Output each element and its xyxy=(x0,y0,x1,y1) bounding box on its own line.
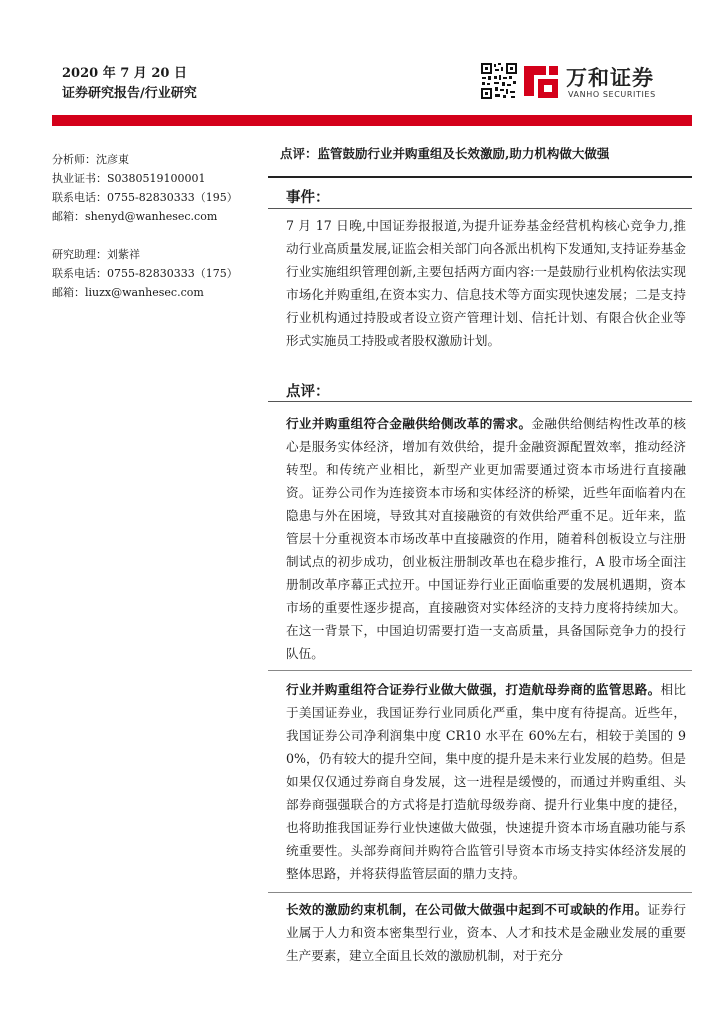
event-divider xyxy=(268,208,692,209)
paragraph-body: 证券行业属于人力和资本密集型行业，资本、人才和技术是金融业发展的重要生产要素，建立全面且长效的激励机制，对于充分 xyxy=(286,902,687,963)
event-heading: 事件： xyxy=(286,189,330,206)
report-title: 点评：监管鼓励行业并购重组及长效激励,助力机构做大做强 xyxy=(280,146,610,161)
analyst-email: 邮箱：shenyd@wanhesec.com xyxy=(52,210,218,223)
paragraph-divider xyxy=(268,670,692,671)
company-name-en: VANHO SECURITIES xyxy=(568,90,656,99)
company-name-cn: 万和证券 xyxy=(566,66,654,90)
comment-paragraph-3 xyxy=(286,898,686,967)
analyst-name: 分析师：沈彦東 xyxy=(52,153,129,166)
comment-divider xyxy=(268,401,692,402)
paragraph-divider xyxy=(268,892,692,893)
comment-paragraph-2 xyxy=(286,678,686,885)
paragraph-lead: 长效的激励约束机制，在公司做大做强中起到不可或缺的作用。 xyxy=(286,902,648,917)
qr-code-icon xyxy=(480,62,518,100)
paragraph-body: 相比于美国证券业，我国证券行业同质化严重，集中度有待提高。近些年，我国证券公司净利润集中度 CR10 水平在 60%左右，相较于美国的 90%，仍有较大的提升空间，集中度的提升是未来行业发展的趋势。但是如果仅仅通过券商自身发展，这一进程是缓慢的，而通过并购重组、头部券商强强联合的方式将是打造航母级券商、提升行业集中度的捷径，也将助推我国证券行业快速做大做强，快速提升资本市场直融功能与系统重要性。头部券商间并购符合监管引导资本市场支持实体经济发展的整体思路，并将获得监管层面的鼎力支持。 xyxy=(286,682,687,881)
comment-heading: 点评： xyxy=(286,383,330,400)
analyst-group xyxy=(52,150,267,226)
analyst-info xyxy=(52,150,267,321)
report-date: 2020 年 7 月 20 日 xyxy=(62,66,187,81)
header-red-bar xyxy=(52,115,692,126)
paragraph-body: 金融供给侧结构性改革的核心是服务实体经济，增加有效供给，提升金融资源配置效率，推动经济转型。和传统产业相比，新型产业更加需要通过资本市场进行直接融资。证券公司作为连接资本市场和实体经济的桥梁，近些年面临着内在隐患与外在困境，导致其对直接融资的有效供给严重不足。近年来，监管层十分重视资本市场改革中直接融资的作用，随着科创板设立与注册制试点的初步成功，创业板注册制改革也在稳步推行，A 股市场全面注册制改革序幕正式拉开。中国证券行业正面临重要的发展机遇期，资本市场的重要性逐步提高，直接融资对实体经济的支持力度将持续加大。在这一背景下，中国迫切需要打造一支高质量，具备国际竞争力的投行队伍。 xyxy=(286,416,687,661)
assistant-name: 研究助理：刘紫祥 xyxy=(52,248,140,261)
paragraph-lead: 行业并购重组符合金融供给侧改革的需求。 xyxy=(286,416,532,431)
title-divider xyxy=(268,176,692,178)
assistant-email: 邮箱：liuzx@wanhesec.com xyxy=(52,286,204,299)
paragraph-lead: 行业并购重组符合证券行业做大做强，打造航母券商的监管思路。 xyxy=(286,682,661,697)
event-text: 7 月 17 日晚,中国证券报报道,为提升证券基金经营机构核心竞争力,推动行业高质量发展,证监会相关部门向各派出机构下发通知,支持证券基金行业实施组织管理创新,主要包括两方面内容:一是鼓励行业机构依法实现市场化并购重组,在资本实力、信息技术等方面实现快速发展；二是支持行业机构通过持股或者设立资产管理计划、信托计划、有限合伙企业等形式实施员工持股或者股权激励计划。 xyxy=(286,218,686,348)
analyst-license: 执业证书：S0380519100001 xyxy=(52,172,206,185)
assistant-phone: 联系电话：0755-82830333（175） xyxy=(52,267,238,280)
report-category: 证券研究报告/行业研究 xyxy=(62,86,197,101)
comment-paragraph-1 xyxy=(286,412,686,665)
analyst-phone: 联系电话：0755-82830333（195） xyxy=(52,191,238,204)
assistant-group xyxy=(52,245,267,302)
company-logo-icon xyxy=(520,60,562,102)
